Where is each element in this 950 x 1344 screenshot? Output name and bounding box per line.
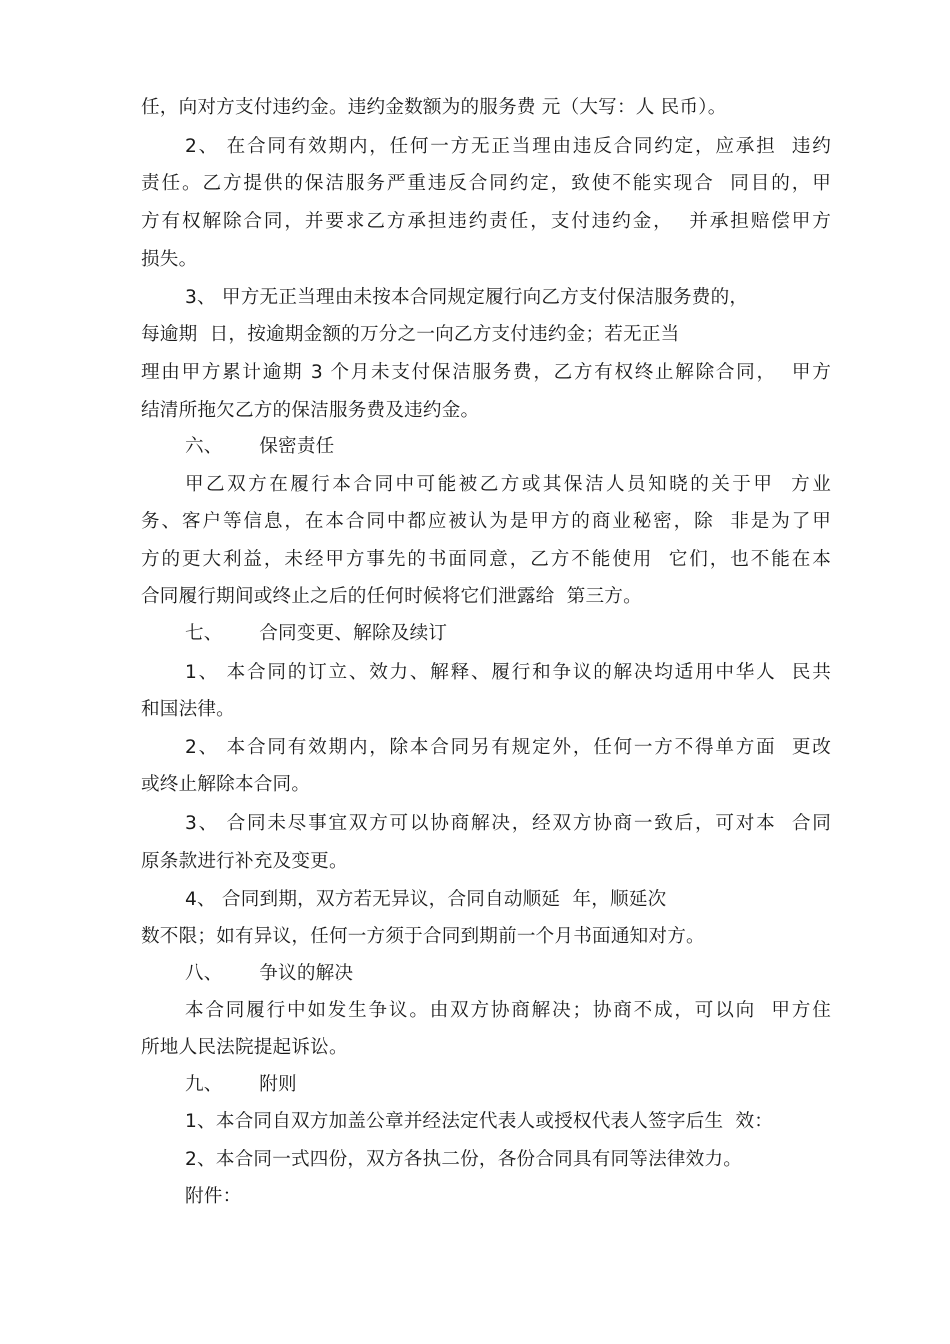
text-line: 任，向对方支付违约金。违约金数额为的服务费 元（大写：人 民币）。 xyxy=(141,97,727,118)
text-line: 责任。乙方提供的保洁服务严重违反合同约定，致使不能实现合 同目的，甲 xyxy=(141,173,831,194)
text-line: 务、客户等信息，在本合同中都应被认为是甲方的商业秘密，除 非是为了甲 xyxy=(141,511,831,532)
text-line: 原条款进行补充及变更。 xyxy=(141,851,348,872)
text-line: 3、 合同未尽事宜双方可以协商解决，经双方协商一致后，可对本 合同 xyxy=(185,813,831,834)
text-line: 方的更大利益，未经甲方事先的书面同意，乙方不能使用 它们，也不能在本 xyxy=(141,549,831,570)
text-line: 损失。 xyxy=(141,249,198,270)
text-line: 数不限；如有异议，任何一方须于合同到期前一个月书面通知对方。 xyxy=(141,926,705,947)
section-heading: 八、 争议的解决 xyxy=(185,963,354,984)
text-line: 结清所拖欠乙方的保洁服务费及违约金。 xyxy=(141,400,480,421)
text-line: 3、 甲方无正当理由未按本合同规定履行向乙方支付保洁服务费的， xyxy=(185,287,749,308)
text-line: 方有权解除合同，并要求乙方承担违约责任，支付违约金， 并承担赔偿甲方 xyxy=(141,211,831,232)
attachment-label: 附件： xyxy=(185,1186,242,1207)
text-line: 或终止解除本合同。 xyxy=(141,774,311,795)
section-heading: 六、 保密责任 xyxy=(185,436,335,457)
text-line: 合同履行期间或终止之后的任何时候将它们泄露给 第三方。 xyxy=(141,586,642,607)
text-line: 理由甲方累计逾期 3 个月未支付保洁服务费，乙方有权终止解除合同， 甲方 xyxy=(141,362,831,383)
text-line: 1、 本合同的订立、效力、解释、履行和争议的解决均适用中华人 民共 xyxy=(185,662,831,683)
text-line: 4、 合同到期，双方若无异议，合同自动顺延 年，顺延次 xyxy=(185,889,667,910)
text-line: 2、 本合同有效期内，除本合同另有规定外，任何一方不得单方面 更改 xyxy=(185,737,831,758)
text-line: 甲乙双方在履行本合同中可能被乙方或其保洁人员知晓的关于甲 方业 xyxy=(185,474,831,495)
text-line: 2、 在合同有效期内，任何一方无正当理由违反合同约定，应承担 违约 xyxy=(185,136,831,157)
section-heading: 七、 合同变更、解除及续订 xyxy=(185,623,448,644)
section-heading: 九、 附则 xyxy=(185,1074,297,1095)
text-line: 所地人民法院提起诉讼。 xyxy=(141,1037,348,1058)
text-line: 1、本合同自双方加盖公章并经法定代表人或授权代表人签字后生 效： xyxy=(185,1111,774,1132)
text-line: 2、本合同一式四份，双方各执二份，各份合同具有同等法律效力。 xyxy=(185,1149,743,1170)
text-line: 每逾期 日，按逾期金额的万分之一向乙方支付违约金；若无正当 xyxy=(141,324,680,345)
text-line: 和国法律。 xyxy=(141,699,235,720)
text-line: 本合同履行中如发生争议。由双方协商解决；协商不成，可以向 甲方住 xyxy=(185,1000,831,1021)
